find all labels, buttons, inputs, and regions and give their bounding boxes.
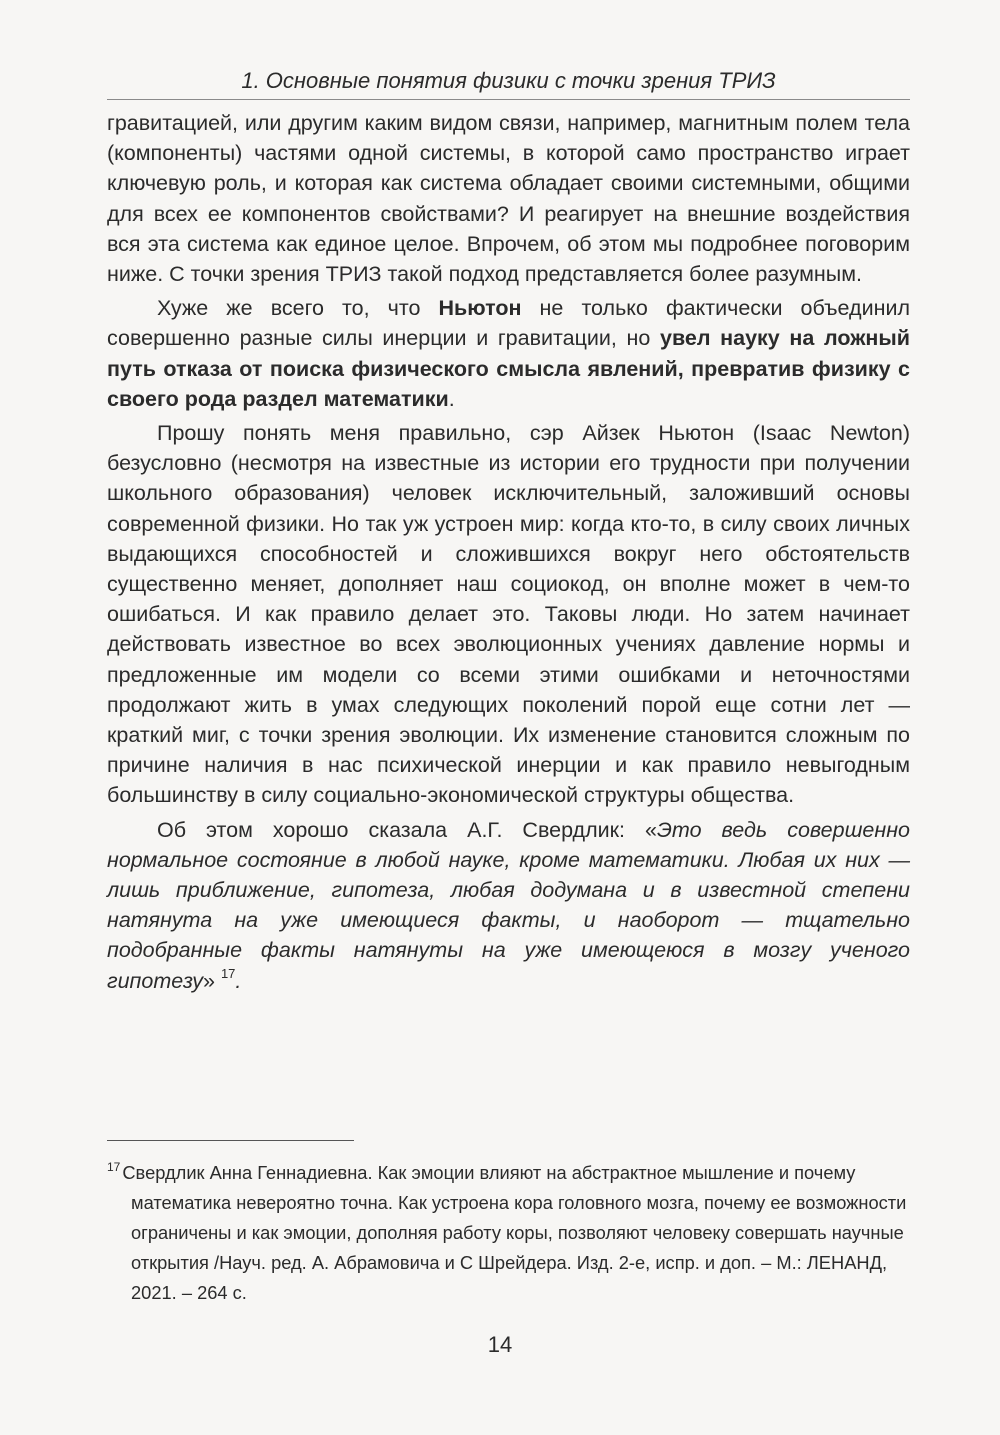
paragraph-4-quote: Это ведь совершенно нормальное состояние в любой науке, кроме математики. Любая их них — лишь приближение, гипотеза, любая додумана и в известной степени натянута на уже имеющиеся факты, и наоборот — тщательно подобранные факты натянуты на уже имеющеюся в мозгу ученого гипотезу <box>107 817 910 993</box>
paragraph-4-intro: Об этом хорошо сказала А.Г. Свердлик: « <box>157 817 657 842</box>
paragraph-2-text-3: . <box>448 386 455 411</box>
header-rule <box>107 99 910 100</box>
footnote-text: Свердлик Анна Геннадиевна. Как эмоции влияют на абстрактное мышление и почему математика невероятно точна. Как устроена кора головного мозга, почему ее возможности ограничены и как эмоции, дополняя работу коры, позволяют человеку совершать научные открытия /Науч. ред. А. Абрамовича и С Шрейдера. Изд. 2-е, испр. и доп. – М.: ЛЕНАНД, 2021. – 264 с. <box>122 1162 907 1303</box>
footnote-marker: 17 <box>107 1160 121 1174</box>
footnote-rule <box>107 1140 354 1141</box>
paragraph-4-close: » <box>203 968 221 993</box>
paragraph-2-bold-newton: Ньютон <box>438 296 522 321</box>
footnote-reference[interactable]: 17 <box>220 965 236 981</box>
paragraph-4 <box>107 815 910 996</box>
paragraph-1: гравитацией, или другим каким видом связи, например, магнитным полем тела (компоненты) частями одной системы, в которой само пространство играет ключевую роль, и которая как система обладает своими системными, общими для всех ее компонентов свойствами? И реагирует на внешние воздействия вся эта система как единое целое. Впрочем, об этом мы подробнее поговорим ниже. С точки зрения ТРИЗ такой подход представляется более разумным. <box>107 111 910 287</box>
footnote <box>107 1158 910 1308</box>
paragraph-2-text-1: Хуже же всего то, что <box>157 296 439 321</box>
paragraph-2-bold-claim: увел науку на ложный путь отказа от поиска физического смысла явлений, превратив физику с своего рода раздел математики <box>107 326 910 411</box>
paragraph-4-end: . <box>235 968 242 993</box>
paragraph-2 <box>107 293 910 414</box>
paragraph-2-text-2: не только фактически объединил совершенно разные силы инерции и гравитации, но <box>107 296 911 351</box>
page-number: 14 <box>487 1332 513 1357</box>
running-head: 1. Основные понятия физики с точки зрения ТРИЗ <box>241 68 776 93</box>
footnote-body <box>107 1158 910 1308</box>
main-text <box>107 108 910 996</box>
paragraph-3: Прошу понять меня правильно, сэр Айзек Ньютон (Isaac Newton) безусловно (несмотря на известные из истории его трудности при получении школьного образования) человек исключительный, заложивший основы современной физики. Но так уж устроен мир: когда кто-то, в силу своих личных выдающихся способностей и сложившихся вокруг него обстоятельств существенно меняет, дополняет наш социокод, он вполне может в чем-то ошибаться. И как правило делает это. Таковы люди. Но затем начинает действовать известное во всех эволюционных учениях давление нормы и предложенные им модели со всеми этими ошибками и неточностями продолжают жить в умах следующих поколений порой еще сотни лет — краткий миг, с точки зрения эволюции. Их изменение становится сложным по причине наличия в нас психической инерции и как правило невыгодным большинству в силу социально-экономической структуры общества. <box>107 421 910 808</box>
